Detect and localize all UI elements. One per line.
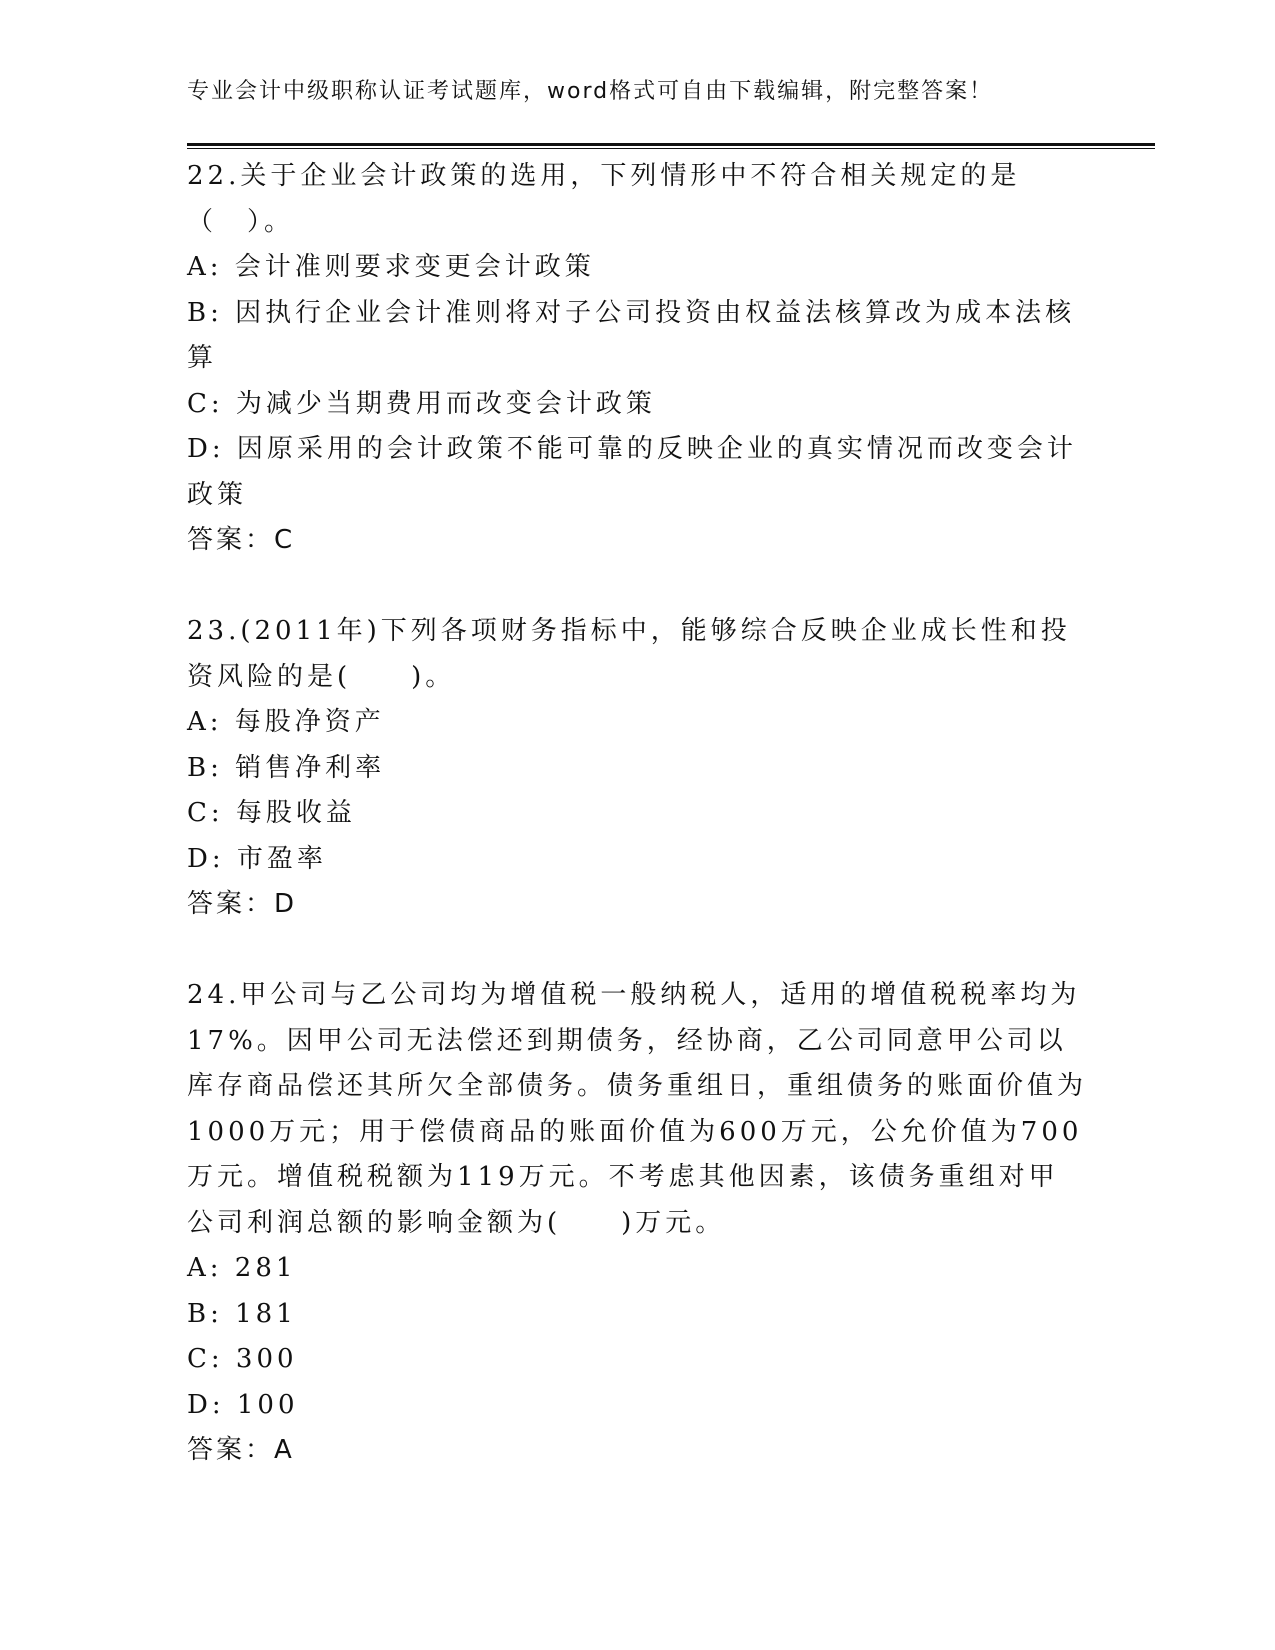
question-list bbox=[187, 154, 1087, 1474]
question-spacer bbox=[187, 928, 1087, 974]
page-header: 专业会计中级职称认证考试题库，word格式可自由下载编辑，附完整答案！ bbox=[187, 79, 994, 104]
option-c: C: 300 bbox=[187, 1344, 298, 1374]
option-b: B: 销售净利率 bbox=[187, 752, 386, 783]
question-title: 23.(2011年)下列各项财务指标中，能够综合反映企业成长性和投资风险的是( )。 bbox=[187, 616, 1071, 692]
question-spacer bbox=[187, 564, 1087, 610]
header-divider bbox=[187, 143, 1155, 149]
option-d: D: 100 bbox=[187, 1389, 299, 1420]
answer-label: 答案：A bbox=[187, 1435, 295, 1465]
answer-label: 答案：C bbox=[187, 525, 296, 555]
question-title: 22.关于企业会计政策的选用，下列情形中不符合相关规定的是（ ）。 bbox=[187, 161, 1021, 237]
answer-label: 答案：D bbox=[187, 889, 298, 919]
option-d: D: 因原采用的会计政策不能可靠的反映企业的真实情况而改变会计政策 bbox=[187, 434, 1077, 510]
question-23 bbox=[187, 609, 1087, 928]
option-b: B: 181 bbox=[187, 1298, 297, 1329]
option-c: C: 每股收益 bbox=[187, 798, 356, 828]
question-24 bbox=[187, 973, 1087, 1474]
option-a: A: 281 bbox=[187, 1253, 297, 1283]
question-title: 24.甲公司与乙公司均为增值税一般纳税人，适用的增值税税率均为17%。因甲公司无法偿还到期债务，经协商，乙公司同意甲公司以库存商品偿还其所欠全部债务。债务重组日，重组债务的账面价值为1000万元；用于偿债商品的账面价值为600万元，公允价值为700万元。增值税税额为119万元。不考虑其他因素，该债务重组对甲公司利润总额的影响金额为( )万元。 bbox=[187, 980, 1088, 1238]
option-c: C: 为减少当期费用而改变会计政策 bbox=[187, 388, 656, 419]
option-a: A: 每股净资产 bbox=[187, 707, 385, 737]
option-b: B: 因执行企业会计准则将对子公司投资由权益法核算改为成本法核算 bbox=[187, 297, 1076, 373]
question-22 bbox=[187, 154, 1087, 564]
option-a: A: 会计准则要求变更会计政策 bbox=[187, 252, 595, 282]
option-d: D: 市盈率 bbox=[187, 843, 327, 874]
